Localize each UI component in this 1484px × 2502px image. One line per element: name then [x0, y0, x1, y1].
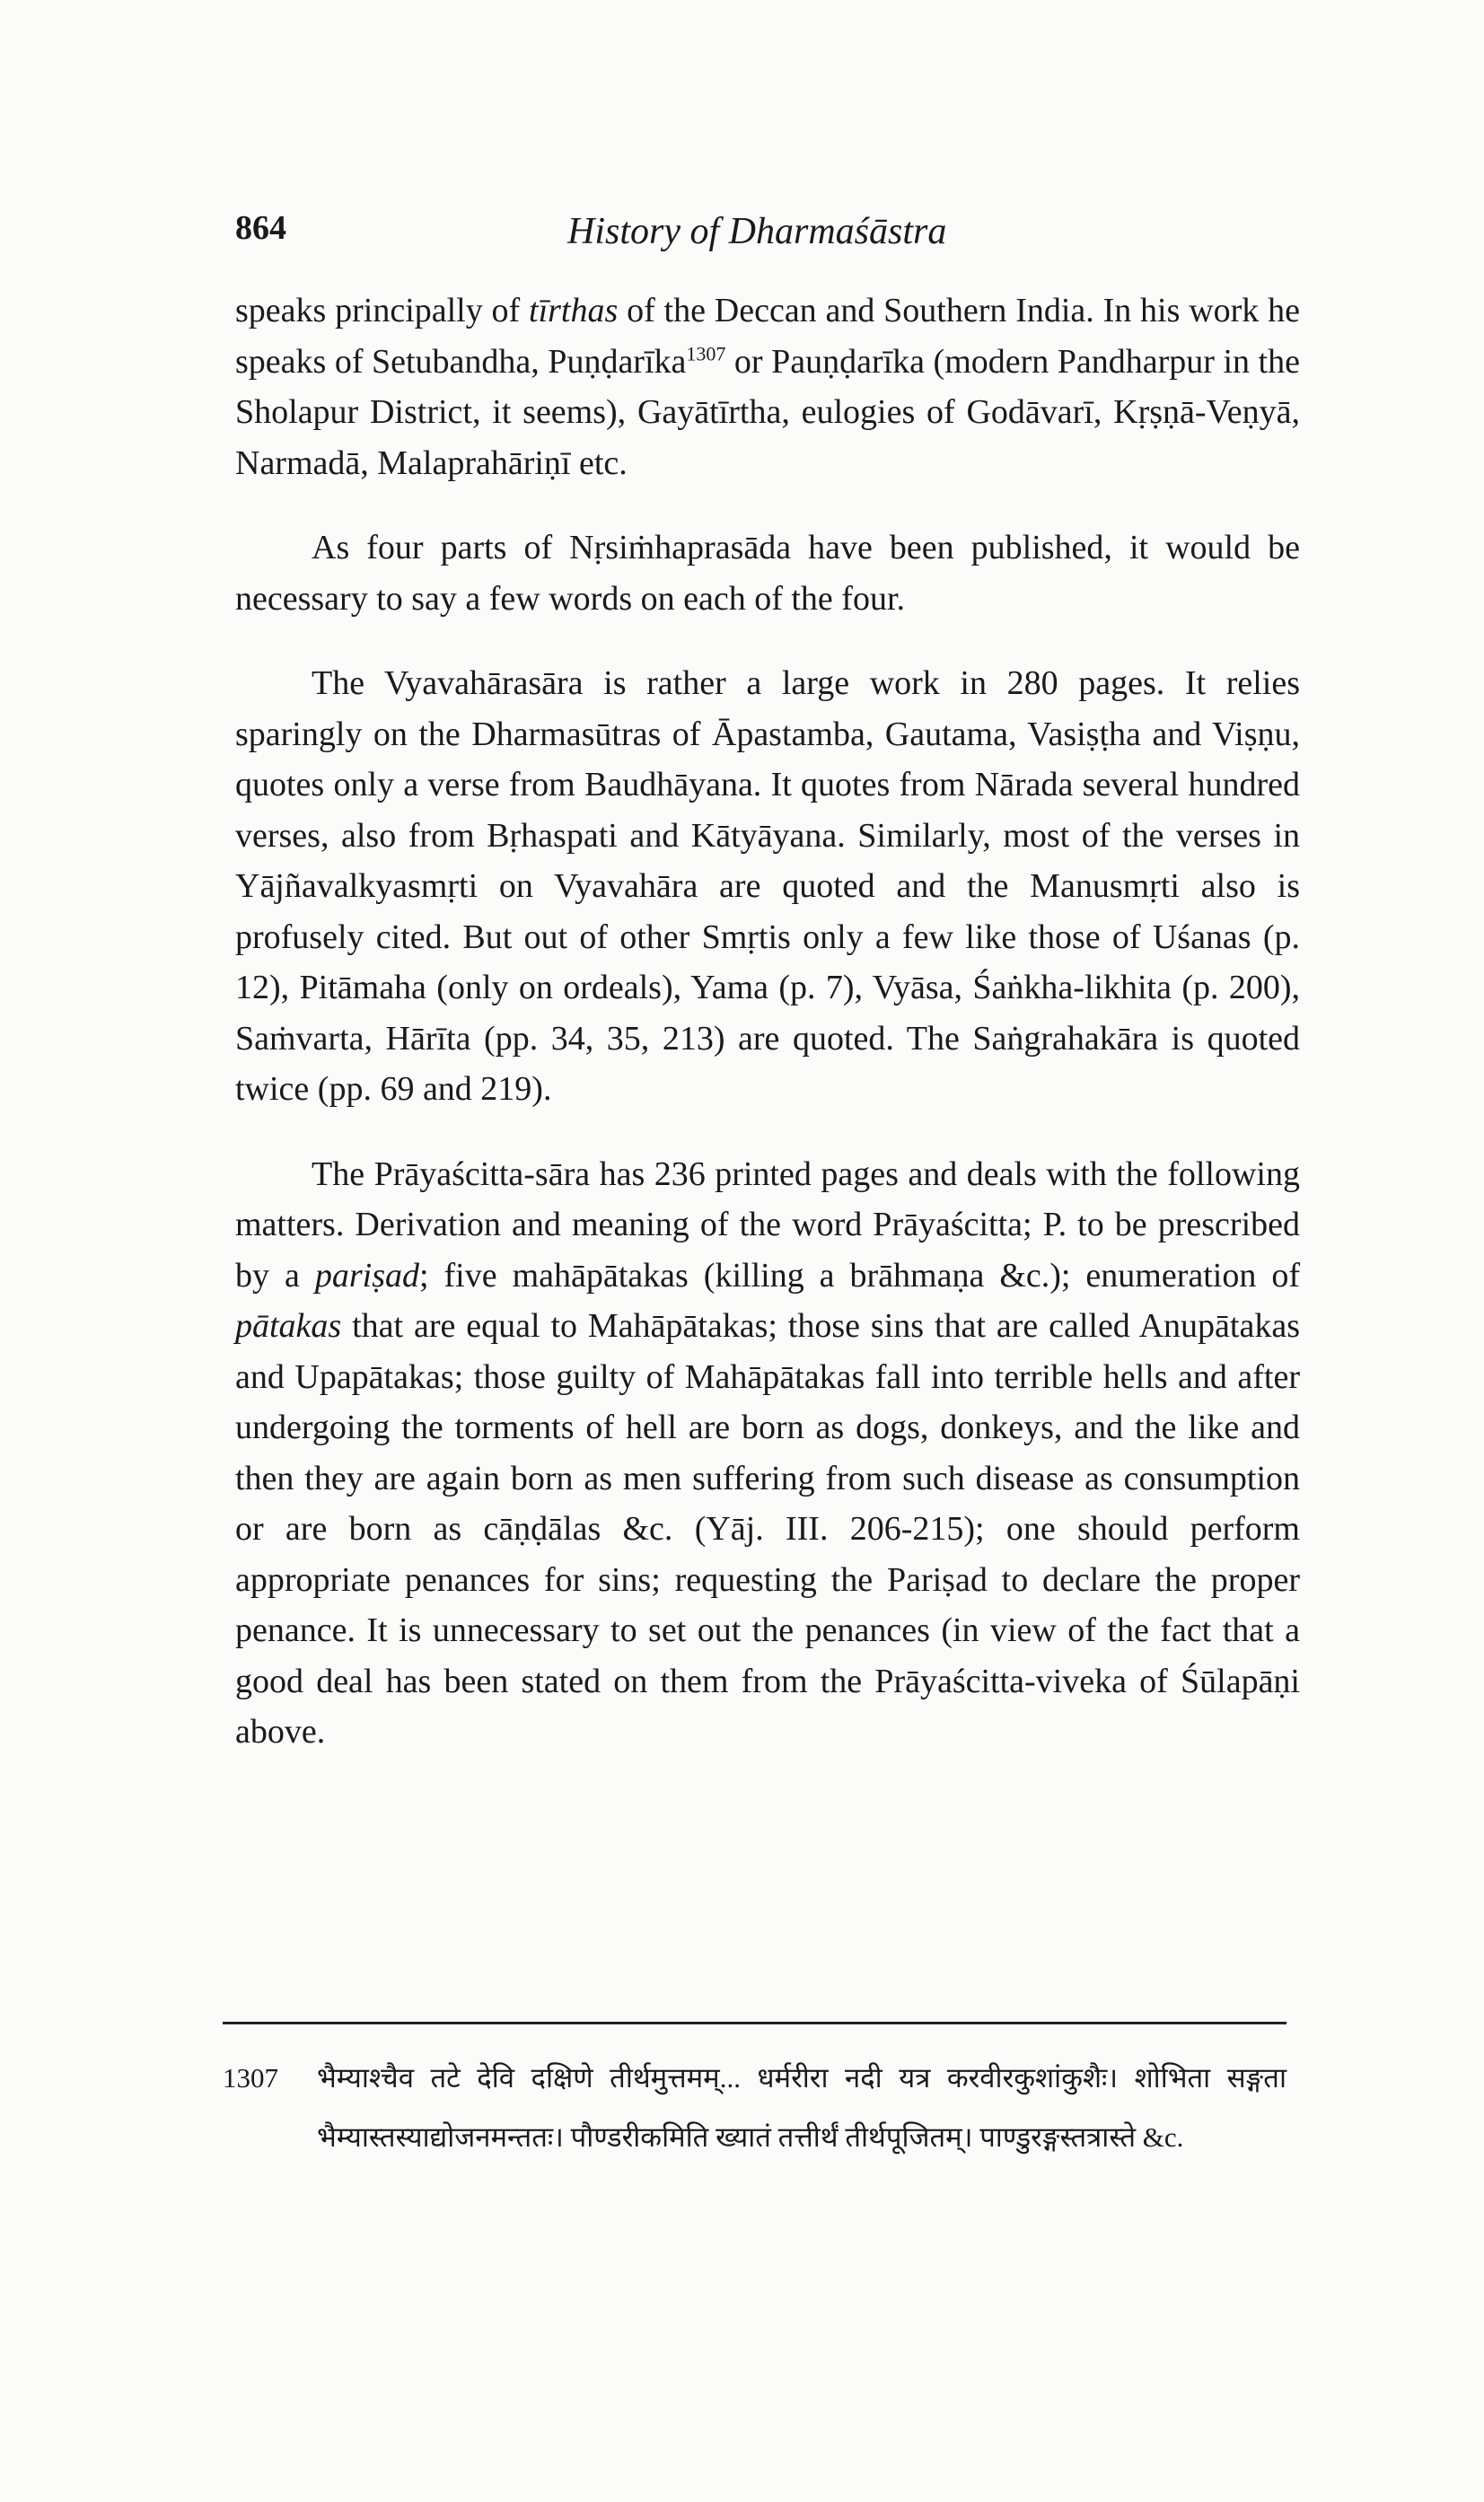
footnote-marker[interactable]: 1307 — [686, 341, 726, 364]
footnote — [223, 2049, 1286, 2167]
italic-term: pātakas — [235, 1307, 342, 1345]
body-text — [235, 285, 1300, 1758]
text-run: or Pauṇḍarīka (modern Pandharpur in the Sholapur District, it seems), Gayātīrtha, eulogies of Godāvarī, Kṛṣṇā-Veṇyā, Narmadā, Malaprahāriṇī etc. — [235, 342, 1300, 482]
running-head — [235, 208, 1313, 262]
italic-term: pariṣad — [314, 1256, 419, 1295]
text-run: speaks principally of — [235, 292, 530, 329]
text-run: ; five mahāpātakas (killing a brāhmaṇa &c.); enumeration of — [418, 1256, 1300, 1295]
text-run: of the Deccan and Southern India. In his work he speaks of Setubandha, Puṇḍarīka — [235, 292, 1300, 381]
book-title: History of Dharmaśāstra — [567, 211, 947, 252]
italic-term: tīrthas — [529, 292, 619, 329]
paragraph-1 — [235, 285, 1300, 488]
text-run: that are equal to Mahāpātakas; those sins that are called Anupātakas and Upapātakas; those guilty of Mahāpātakas fall into terrible hells and after undergoing the torments of hell are born as dogs, donkeys, and the like and then they are again born as men suffering from such disease as consumption or are born as cāṇḍālas &c. (Yāj. III. 206-215); one should perform appropriate penances for sins; requesting the Pariṣad to declare the proper penance. It is unnecessary to set out the penances (in view of the fact that a good deal has been stated on them from the Prāyaścitta-viveka of Śūlapāṇi above. — [235, 1307, 1300, 1751]
footnote-text: भैम्याश्चैव तटे देवि दक्षिणे तीर्थमुत्तमम्... धर्मरीरा नदी यत्र करवीरकुशांकुशैः। शोभिता सङ्गता भैम्यास्तस्याद्योजनमन्ततः। पौण्डरीकमिति ख्यातं तत्तीर्थं तीर्थपूजितम्। पाण्डुरङ्गस्तत्रास्ते &c. — [317, 2062, 1286, 2153]
paragraph-3: The Vyavahārasāra is rather a large work in 280 pages. It relies sparingly on the Dharmasūtras of Āpastamba, Gautama, Vasiṣṭha and Viṣṇu, quotes only a verse from Baudhāyana. It quotes from Nārada several hundred verses, also from Bṛhaspati and Kātyāyana. Similarly, most of the verses in Yājñavalkyasmṛti on Vyavahāra are quoted and the Manusmṛti also is profusely cited. But out of other Smṛtis only a few like those of Uśanas (p. 12), Pitāmaha (only on ordeals), Yama (p. 7), Vyāsa, Śaṅkha-likhita (p. 200), Saṁvarta, Hārīta (pp. 34, 35, 213) are quoted. The Saṅgrahakāra is quoted twice (pp. 69 and 219). — [235, 664, 1300, 1108]
footnote-divider — [223, 2022, 1286, 2024]
page-number: 864 — [235, 209, 286, 247]
footnote-number: 1307 — [223, 2062, 278, 2094]
text-run: The Prāyaścitta-sāra has 236 printed pages and deals with the following matters. Derivation and meaning of the word Prāyaścitta; P. to be prescribed by a — [235, 1154, 1300, 1295]
paragraph-2: As four parts of Nṛsiṁhaprasāda have been published, it would be necessary to say a few words on each of the four. — [235, 529, 1300, 618]
paragraph-4 — [235, 1149, 1300, 1758]
